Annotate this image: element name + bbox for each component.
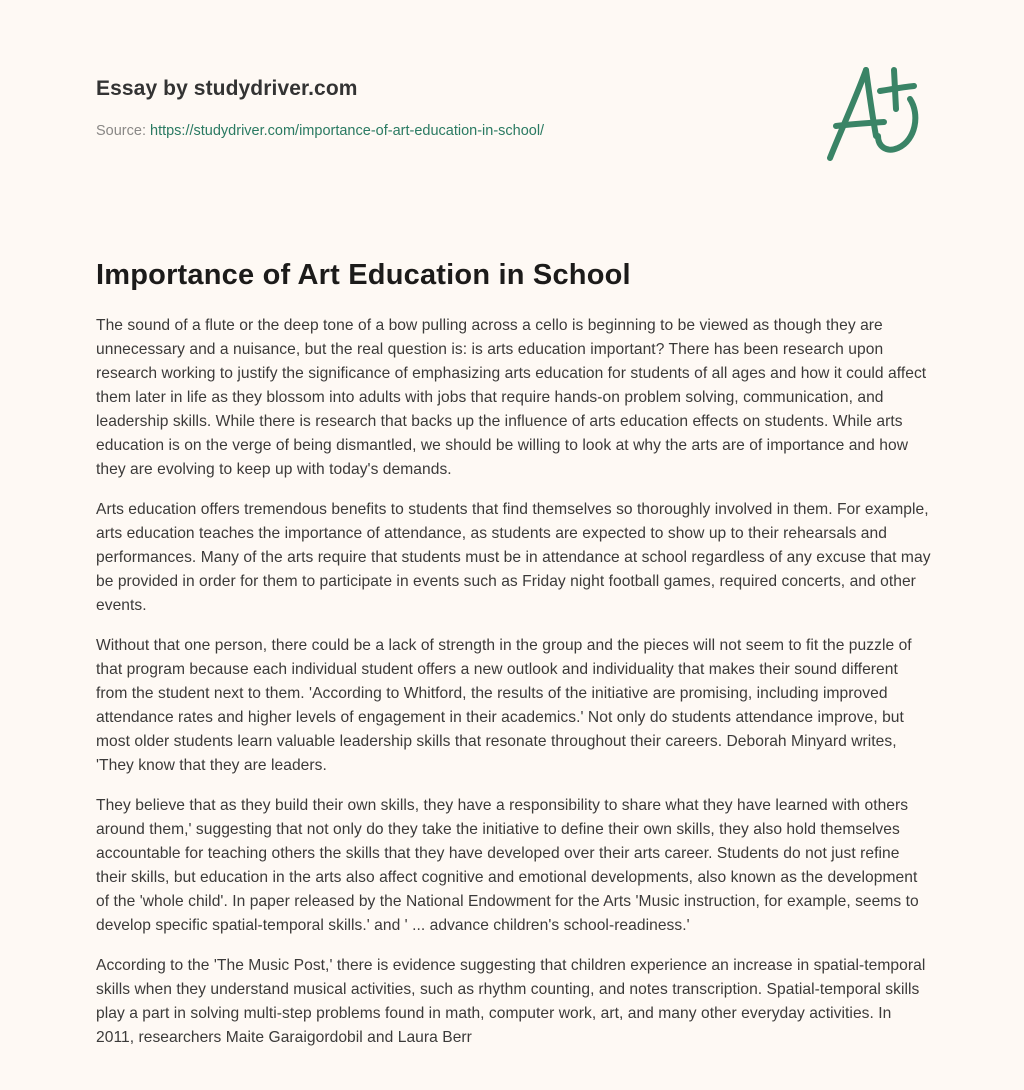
source-link[interactable]: https://studydriver.com/importance-of-art-education-in-school/ (150, 123, 545, 139)
essay-paragraph: Without that one person, there could be a lack of strength in the group and the pieces will not seem to fit the puzzle of that program because each individual student offers a new outlook and individuality that makes their sound different from the student next to them. 'According to Whitford, the results of the initiative are promising, including improved attendance rates and higher levels of engagement in their academics.' Not only do students attendance improve, but most older students learn valuable leadership skills that resonate throughout their careers. Deborah Minyard writes, 'They know that they are leaders. (96, 637, 912, 774)
source-label: Source: (96, 123, 150, 139)
essay-paragraph: According to the 'The Music Post,' there is evidence suggesting that children experience an increase in spatial-temporal skills when they understand musical activities, such as rhythm counting, and notes transcription. Spatial-temporal skills play a part in solving multi-step problems found in math, computer work, art, and many other everyday activities. In 2011, researchers Maite Garaigordobil and Laura Berr (96, 957, 926, 1046)
a-plus-grade-icon (820, 62, 930, 167)
essay-body (96, 314, 932, 1066)
essay-header (96, 74, 796, 141)
source-line (96, 121, 796, 141)
site-title: Essay by studydriver.com (96, 77, 358, 100)
essay-title: Importance of Art Education in School (96, 259, 631, 291)
essay-paragraph: They believe that as they build their own skills, they have a responsibility to share what they have learned with others around them,' suggesting that not only do they take the initiative to define their own skills, they also hold themselves accountable for teaching others the skills that they have developed over their arts career. Students do not just refine their skills, but education in the arts also affect cognitive and emotional developments, also known as the development of the 'whole child'. In paper released by the National Endowment for the Arts 'Music instruction, for example, seems to develop specific spatial-temporal skills.' and ' ... advance children's school-readiness.' (96, 797, 919, 934)
essay-paragraph: The sound of a flute or the deep tone of a bow pulling across a cello is beginning to be viewed as though they are unnecessary and a nuisance, but the real question is: is arts education important? There has been research upon research working to justify the significance of emphasizing arts education for students of all ages and how it could affect them later in life as they blossom into adults with jobs that require hands-on problem solving, communication, and leadership skills. While there is research that backs up the influence of arts education effects on students. While arts education is on the verge of being dismantled, we should be willing to look at why the arts are of importance and how they are evolving to keep up with today's demands. (96, 317, 927, 478)
essay-paragraph: Arts education offers tremendous benefits to students that find themselves so thoroughly involved in them. For example, arts education teaches the importance of attendance, as students are expected to show up to their rehearsals and performances. Many of the arts require that students must be in attendance at school regardless of any excuse that may be provided in order for them to participate in events such as Friday night football games, required concerts, and other events. (96, 501, 931, 614)
